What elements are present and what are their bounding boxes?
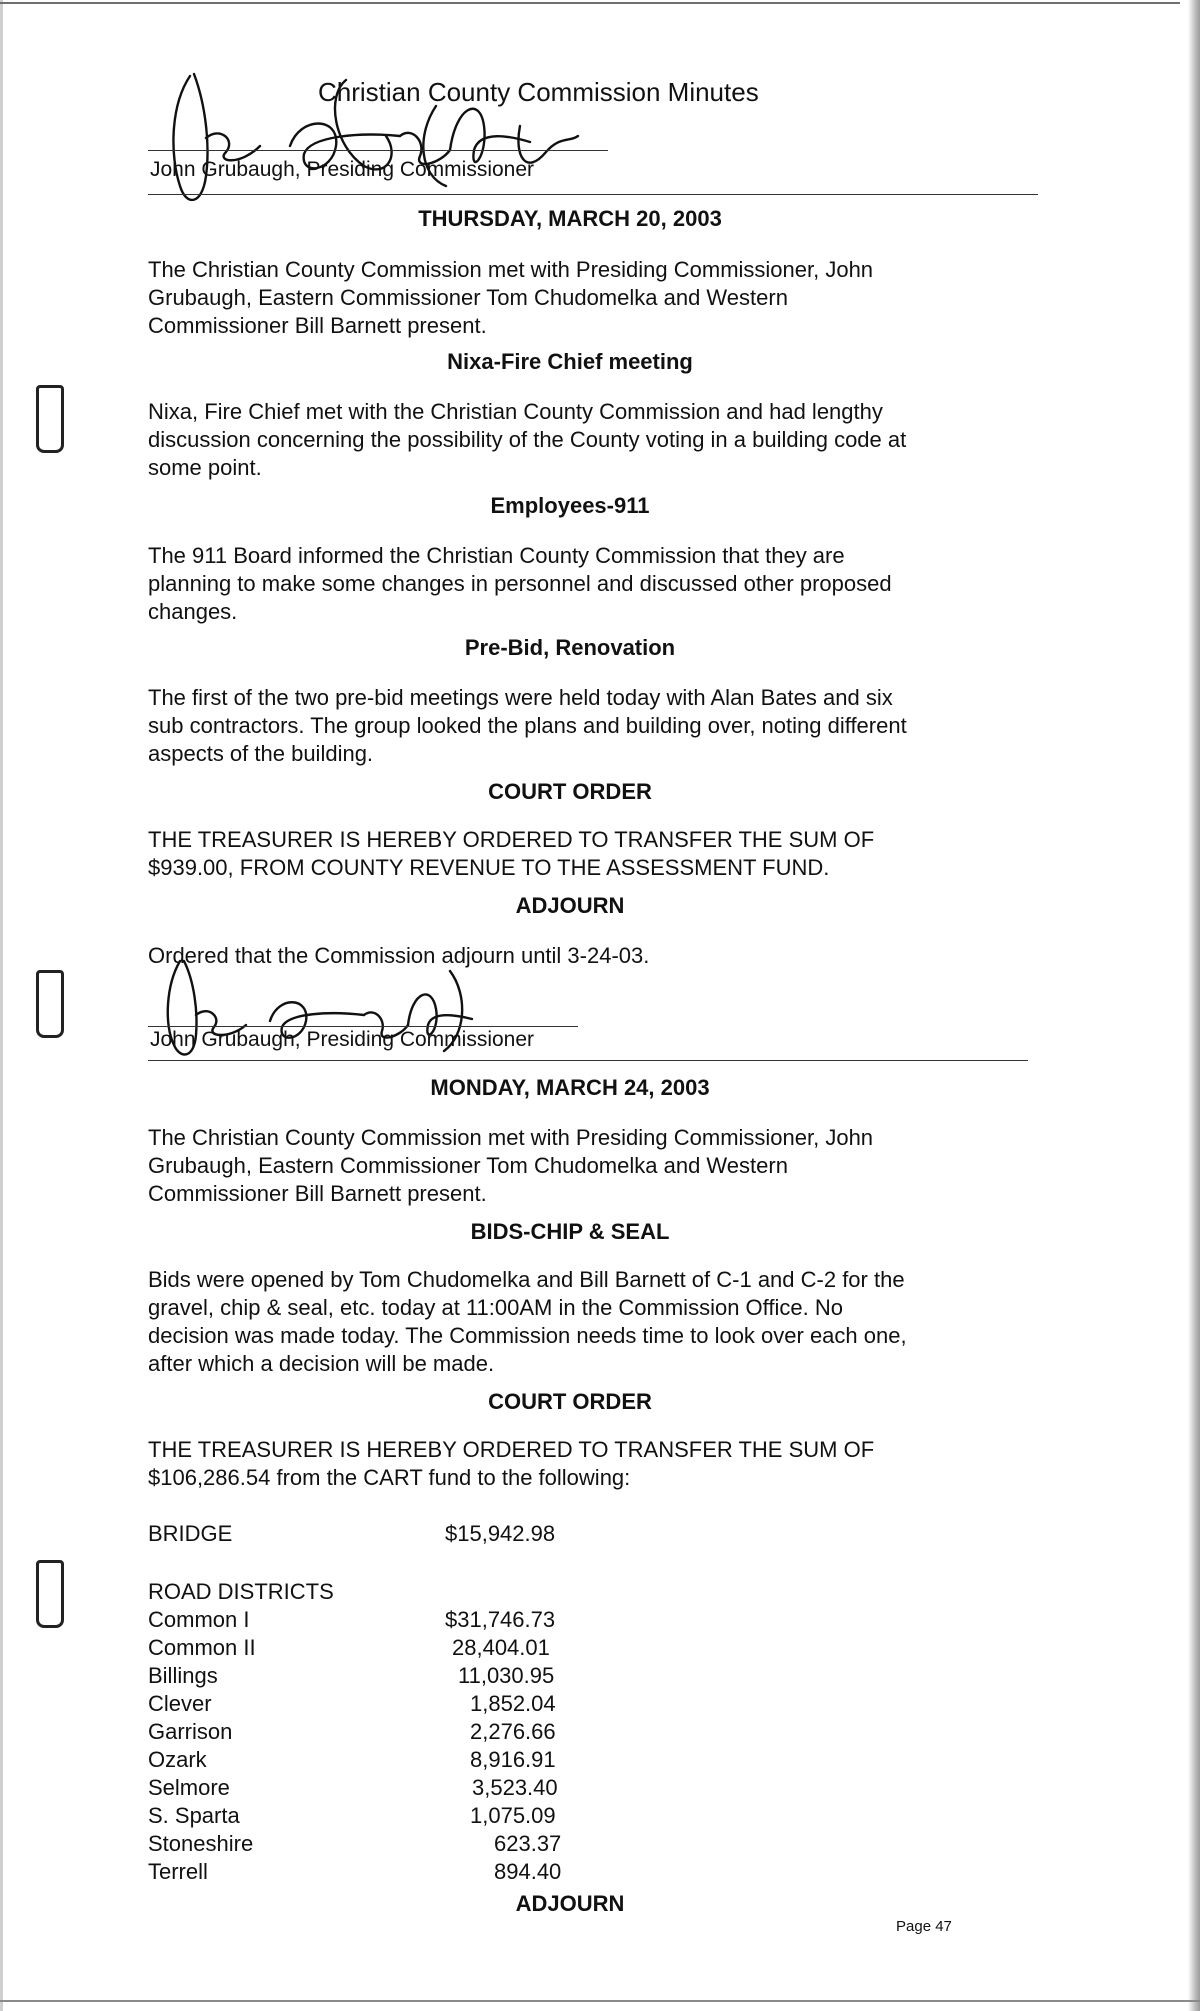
district-amount: 28,404.01 — [452, 1635, 550, 1660]
section-heading: COURT ORDER — [488, 779, 652, 804]
bridge-label: BRIDGE — [148, 1521, 233, 1546]
paragraph-line: decision was made today. The Commission needs time to look over each one, — [148, 1323, 907, 1348]
road-districts-label: ROAD DISTRICTS — [148, 1579, 334, 1604]
binder-hole-icon — [36, 970, 64, 1038]
signer-label: John Grubaugh, Presiding Commissioner — [150, 158, 535, 181]
paragraph-line: The 911 Board informed the Christian County Commission that they are — [148, 543, 845, 568]
district-name: Billings — [148, 1663, 218, 1688]
section-heading: Nixa-Fire Chief meeting — [447, 349, 693, 374]
bridge-amount: $15,942.98 — [445, 1521, 556, 1546]
section-heading: ADJOURN — [515, 893, 625, 918]
paragraph-line: The first of the two pre-bid meetings were held today with Alan Bates and six — [148, 685, 893, 710]
meeting-date: MONDAY, MARCH 24, 2003 — [430, 1075, 710, 1100]
attendance-line: Commissioner Bill Barnett present. — [148, 1181, 487, 1206]
paragraph-line: THE TREASURER IS HEREBY ORDERED TO TRANSFER THE SUM OF — [148, 1437, 875, 1462]
paragraph-line: discussion concerning the possibility of the County voting in a building code at — [148, 427, 907, 452]
paragraph-line: planning to make some changes in personnel and discussed other proposed — [148, 571, 892, 596]
attendance-line: Commissioner Bill Barnett present. — [148, 313, 487, 338]
district-amount: 894.40 — [494, 1859, 562, 1884]
section-heading: ADJOURN — [515, 1891, 625, 1916]
paragraph-line: some point. — [148, 455, 262, 480]
paragraph-line: Bids were opened by Tom Chudomelka and Bill Barnett of C-1 and C-2 for the — [148, 1267, 905, 1292]
district-amount: 1,075.09 — [470, 1803, 556, 1828]
document-title: Christian County Commission Minutes — [318, 77, 759, 107]
meeting-date: THURSDAY, MARCH 20, 2003 — [418, 206, 722, 231]
district-amount: 623.37 — [494, 1831, 562, 1856]
district-name: Clever — [148, 1691, 212, 1716]
binder-hole-icon — [36, 1560, 64, 1628]
scan-bottom-edge — [0, 2000, 1200, 2002]
district-name: S. Sparta — [148, 1803, 240, 1828]
paragraph-line: changes. — [148, 599, 238, 624]
section-divider — [148, 194, 1038, 195]
signature-line — [148, 150, 608, 151]
district-amount: 1,852.04 — [470, 1691, 556, 1716]
signer-label: John Grubaugh, Presiding Commissioner — [150, 1028, 535, 1051]
binder-hole-icon — [36, 385, 64, 453]
section-heading: BIDS-CHIP & SEAL — [470, 1219, 670, 1244]
attendance-line: Grubaugh, Eastern Commissioner Tom Chudomelka and Western — [148, 1153, 788, 1178]
paragraph-line: Ordered that the Commission adjourn until 3-24-03. — [148, 943, 650, 968]
paragraph-line: gravel, chip & seal, etc. today at 11:00AM in the Commission Office. No — [148, 1295, 843, 1320]
section-divider — [148, 1060, 1028, 1061]
paragraph-line: Nixa, Fire Chief met with the Christian County Commission and had lengthy — [148, 399, 883, 424]
page-edge-left — [0, 0, 3, 2011]
page-edge-right — [1188, 0, 1200, 2011]
district-name: Common I — [148, 1607, 250, 1632]
paragraph-line: after which a decision will be made. — [148, 1351, 495, 1376]
district-amount: $31,746.73 — [445, 1607, 556, 1632]
section-heading: Pre-Bid, Renovation — [464, 635, 676, 660]
paragraph-line: sub contractors. The group looked the plans and building over, noting different — [148, 713, 907, 738]
paragraph-line: $106,286.54 from the CART fund to the following: — [148, 1465, 631, 1490]
paragraph-line: THE TREASURER IS HEREBY ORDERED TO TRANSFER THE SUM OF — [148, 827, 875, 852]
scan-top-edge — [0, 2, 1180, 4]
district-name: Common II — [148, 1635, 256, 1660]
page-number: Page 47 — [896, 1918, 952, 1935]
district-name: Stoneshire — [148, 1831, 254, 1856]
paragraph-line: $939.00, FROM COUNTY REVENUE TO THE ASSESSMENT FUND. — [148, 855, 830, 880]
paragraph-line: aspects of the building. — [148, 741, 374, 766]
district-name: Terrell — [148, 1859, 208, 1884]
attendance-line: The Christian County Commission met with Presiding Commissioner, John — [148, 257, 874, 282]
section-heading: Employees-911 — [490, 493, 650, 518]
section-heading: COURT ORDER — [488, 1389, 652, 1414]
district-amount: 11,030.95 — [458, 1663, 555, 1688]
district-name: Selmore — [148, 1775, 230, 1800]
attendance-line: The Christian County Commission met with Presiding Commissioner, John — [148, 1125, 874, 1150]
district-amount: 3,523.40 — [472, 1775, 558, 1800]
district-amount: 2,276.66 — [470, 1719, 556, 1744]
district-name: Garrison — [148, 1719, 233, 1744]
district-name: Ozark — [148, 1747, 207, 1772]
district-amount: 8,916.91 — [470, 1747, 556, 1772]
attendance-line: Grubaugh, Eastern Commissioner Tom Chudomelka and Western — [148, 285, 788, 310]
